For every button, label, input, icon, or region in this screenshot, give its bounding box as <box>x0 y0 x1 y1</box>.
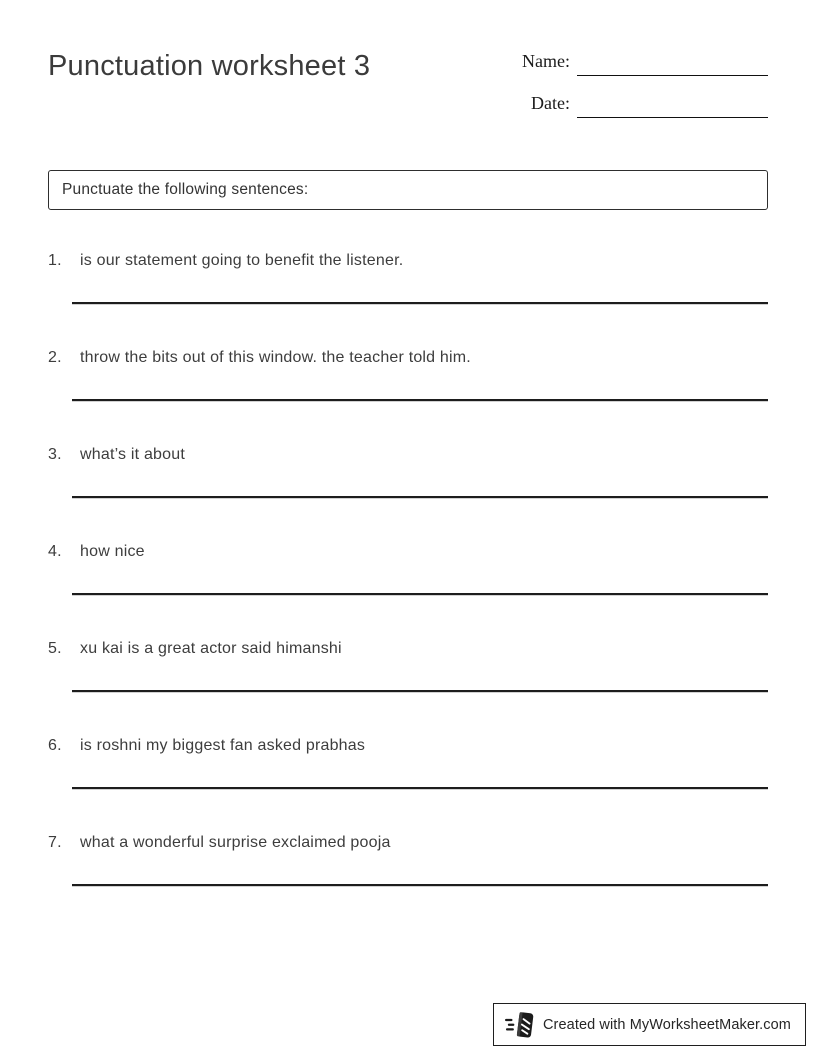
name-blank-line <box>577 50 768 76</box>
question-row <box>48 834 768 852</box>
credit-text: Created with MyWorksheetMaker.com <box>542 1016 791 1033</box>
date-blank-line <box>577 92 768 118</box>
question-number: 2. <box>48 349 62 366</box>
instructions-box <box>48 170 768 210</box>
name-row <box>518 50 768 76</box>
question-item <box>48 834 768 931</box>
question-item <box>48 737 768 834</box>
answer-line <box>72 787 768 789</box>
answer-line <box>72 496 768 498</box>
question-row <box>48 446 768 464</box>
question-text: is roshni my biggest fan asked prabhas <box>80 737 366 754</box>
question-text: xu kai is a great actor said himanshi <box>80 640 342 657</box>
question-item <box>48 349 768 446</box>
question-number: 3. <box>48 446 62 463</box>
question-row <box>48 349 768 367</box>
credit-badge <box>493 1003 806 1046</box>
question-number: 1. <box>48 252 62 269</box>
question-text: is our statement going to benefit the listener. <box>80 252 404 269</box>
question-text: throw the bits out of this window. the teacher told him. <box>80 349 471 366</box>
question-list <box>48 252 768 931</box>
question-item <box>48 543 768 640</box>
question-number: 6. <box>48 737 62 754</box>
page-title: Punctuation worksheet 3 <box>48 50 371 82</box>
flying-notebook-icon <box>504 1010 536 1040</box>
question-number: 5. <box>48 640 62 657</box>
question-row <box>48 543 768 561</box>
date-label: Date: <box>531 93 570 113</box>
answer-line <box>72 884 768 886</box>
question-row <box>48 640 768 658</box>
question-number: 7. <box>48 834 62 851</box>
answer-line <box>72 399 768 401</box>
question-item <box>48 446 768 543</box>
question-text: what’s it about <box>80 446 185 463</box>
question-row <box>48 252 768 270</box>
question-row <box>48 737 768 755</box>
name-label: Name: <box>522 51 570 71</box>
question-item <box>48 640 768 737</box>
name-date-block <box>518 50 768 134</box>
answer-line <box>72 690 768 692</box>
date-row <box>518 92 768 118</box>
question-text: what a wonderful surprise exclaimed pooja <box>80 834 391 851</box>
question-number: 4. <box>48 543 62 560</box>
question-text: how nice <box>80 543 145 560</box>
answer-line <box>72 302 768 304</box>
answer-line <box>72 593 768 595</box>
question-item <box>48 252 768 349</box>
instructions-text: Punctuate the following sentences: <box>62 181 309 198</box>
